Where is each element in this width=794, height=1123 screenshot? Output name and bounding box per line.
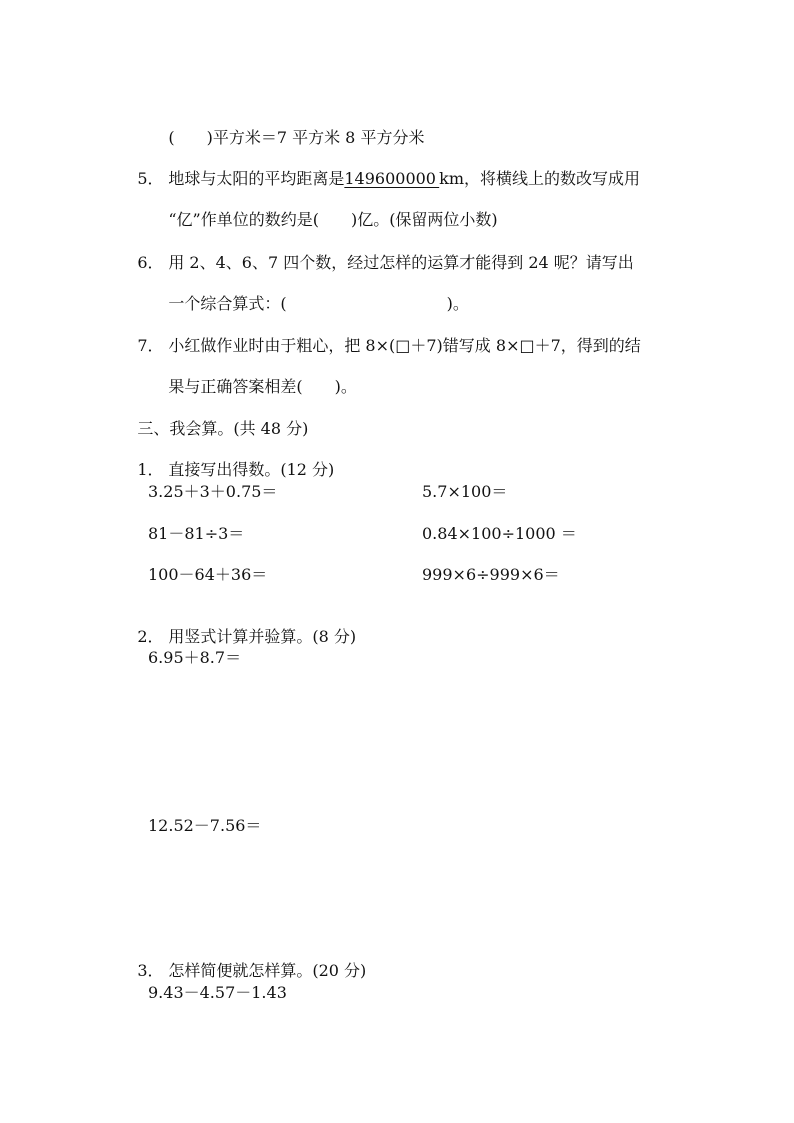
question-5-number: 5． (137, 169, 164, 188)
question-7-line-1-text: 小红做作业时由于粗心，把 8×(□＋7)错写成 8×□＋7，得到的结 (168, 336, 641, 355)
problem-1-item-3: 81－81÷3＝ (148, 524, 245, 543)
problem-1-item-5: 100－64＋36＝ (148, 565, 268, 584)
problem-1-item-6: 999×6÷999×6＝ (422, 565, 560, 584)
problem-2-item-1: 6.95＋8.7＝ (148, 648, 242, 667)
question-6-line-2-text: 一个综合算式：( )。 (168, 294, 469, 313)
problem-2-item-2: 12.52－7.56＝ (148, 816, 262, 835)
problem-3-title: 怎样简便就怎样算。(20 分) (168, 961, 367, 980)
problem-3-item-1: 9.43－4.57－1.43 (148, 983, 287, 1002)
question-7-line-2-text: 果与正确答案相差( )。 (168, 377, 357, 396)
problem-3-number: 3． (137, 961, 164, 980)
section-3-title: 三、我会算。(共 48 分) (137, 419, 309, 438)
question-7-number: 7． (137, 336, 164, 355)
question-5-underlined-number: 149600000 (344, 169, 440, 188)
problem-2-title: 用竖式计算并验算。(8 分) (168, 627, 357, 646)
question-5-line-2-text: “亿”作单位的数约是( )亿。(保留两位小数) (168, 210, 498, 229)
problem-1-number: 1． (137, 460, 164, 479)
problem-1-item-2: 5.7×100＝ (422, 482, 508, 501)
question-5-text-after: km，将横线上的数改写成用 (439, 169, 641, 188)
q4-continuation-text: ( )平方米＝7 平方米 8 平方分米 (168, 128, 425, 147)
problem-1-title: 直接写出得数。(12 分) (168, 460, 335, 479)
problem-1-item-4: 0.84×100÷1000 ＝ (422, 524, 577, 543)
question-6-number: 6． (137, 253, 164, 272)
question-5-text-before: 地球与太阳的平均距离是 (168, 169, 345, 188)
problem-1-item-1: 3.25＋3＋0.75＝ (148, 482, 278, 501)
question-6-line-1-text: 用 2、4、6、7 四个数，经过怎样的运算才能得到 24 呢？请写出 (168, 253, 634, 272)
problem-2-number: 2． (137, 627, 164, 646)
